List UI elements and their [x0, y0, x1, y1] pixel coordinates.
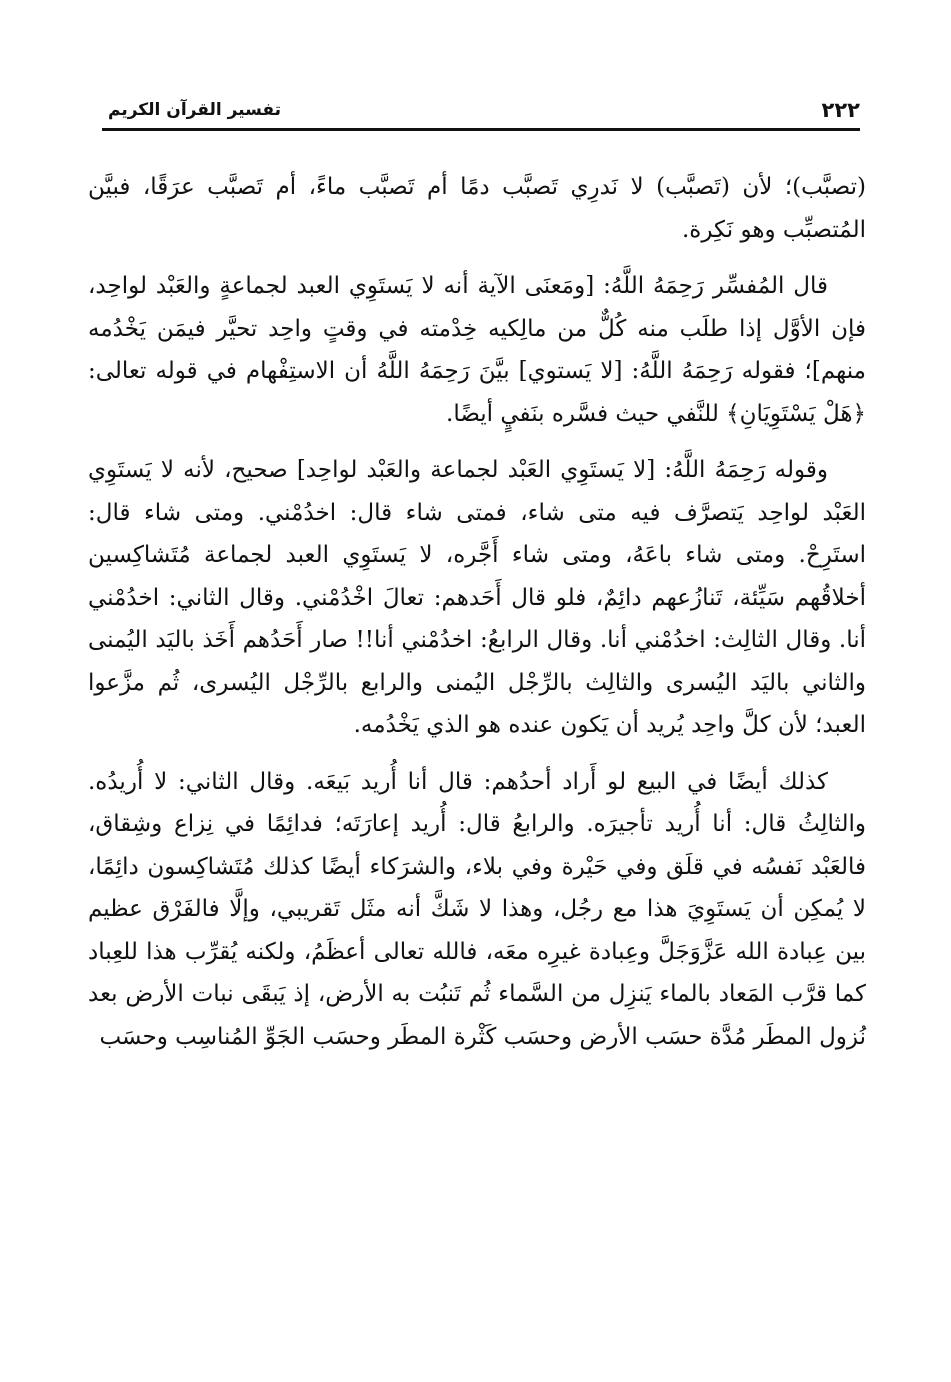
paragraph-4: كذلك أيضًا في البيع لو أَراد أحدُهم: قال أنا أُريد بَيعَه. وقال الثاني: لا أُريدُه. والثالِثُ قال: أنا أُريد تأجيرَه. والرابعُ قال: أُريد إعارَتَه؛ فدائِمًا في نِزاع وشِقاق، فالعَبْد نَفسُه في قلَق وفي حَيْرة وفي بلاء، والشرَكاء أيضًا كذلك مُتَشاكِسون دائِمًا، لا يُمكِن أن يَستَوِيَ هذا مع رجُل، وهذا لا شَكَّ أنه مثَل تَقريبي، وإلَّا فالفَرْق عظيم بين عِبادة الله عَزَّوَجَلَّ وعِبادة غيرِه معَه، فالله تعالى أعظَمُ، ولكنه يُقرِّب هذا للعِباد كما قرَّب المَعاد بالماء يَنزِل من السَّماء ثُم تَنبُت به الأرض، إذ يَبقَى نبات الأرض بعد نُزول المطَر مُدَّة حسَب الأرض وحسَب كَثْرة المطَر وحسَب الجَوِّ المُناسِب وحسَب — [88, 768, 866, 1050]
paragraph-1: (تصبَّب)؛ لأن (تَصبَّب) لا نَدرِي تَصبَّب دمًا أم تَصبَّب ماءً، أم تَصبَّب عرَقًا، فبيَّن المُتصبِّب وهو نَكِرة. — [88, 174, 866, 243]
page-number: ٢٢٢ — [821, 98, 860, 122]
header-rule — [102, 128, 860, 131]
paragraph-2: قال المُفسِّر رَحِمَهُ اللَّهُ: [ومَعنَى الآية أنه لا يَستَوِي العبد لجماعةٍ والعَبْد لواحِد، فإن الأوَّل إذا طلَب منه كُلٌّ من مالِكيه خِدْمته في وقتٍ واحِد تحيَّر فيمَن يَخْدُمه منهم]؛ فقوله رَحِمَهُ اللَّهُ: [لا يَستوي] بيَّنَ رَحِمَهُ اللَّهُ أن الاستِفْهام في قوله تعالى: ﴿هَلْ يَسْتَوِيَانِ﴾ للنَّفي حيث فسَّره بنَفيٍ أيضًا. — [88, 273, 866, 427]
book-title: تفسير القرآن الكريم — [108, 100, 282, 120]
paragraph-3: وقوله رَحِمَهُ اللَّهُ: [لا يَستَوِي العَبْد لجماعة والعَبْد لواحِد] صحيح، لأنه لا يَستَوِي العَبْد لواحِد يَتصرَّف فيه متى شاء، فمتى شاء قال: اخدُمْني. ومتى شاء قال: استَرِحْ. ومتى شاء باعَهُ، ومتى شاء أَجَّره، لا يَستَوِي العبد لجماعة مُتَشاكِسين أخلاقُهم سَيِّئة، تَنازُعهم دائِمٌ، فلو قال أَحَدهم: تعالَ اخْدُمْني. وقال الثاني: اخدُمْني أنا. وقال الثالِث: اخدُمْني أنا. وقال الرابعُ: اخدُمْني أنا!! صار أَحَدُهم أَخَذ باليَد اليُمنى والثاني باليَد اليُسرى والثالِث بالرِّجْل اليُمنى والرابع بالرِّجْل اليُسرى، ثُم مزَّعوا العبد؛ لأن كلَّ واحِد يُريد أن يَكون عنده هو الذي يَخْدُمه. — [88, 457, 866, 738]
running-header — [102, 88, 860, 132]
body-text — [88, 166, 866, 1072]
